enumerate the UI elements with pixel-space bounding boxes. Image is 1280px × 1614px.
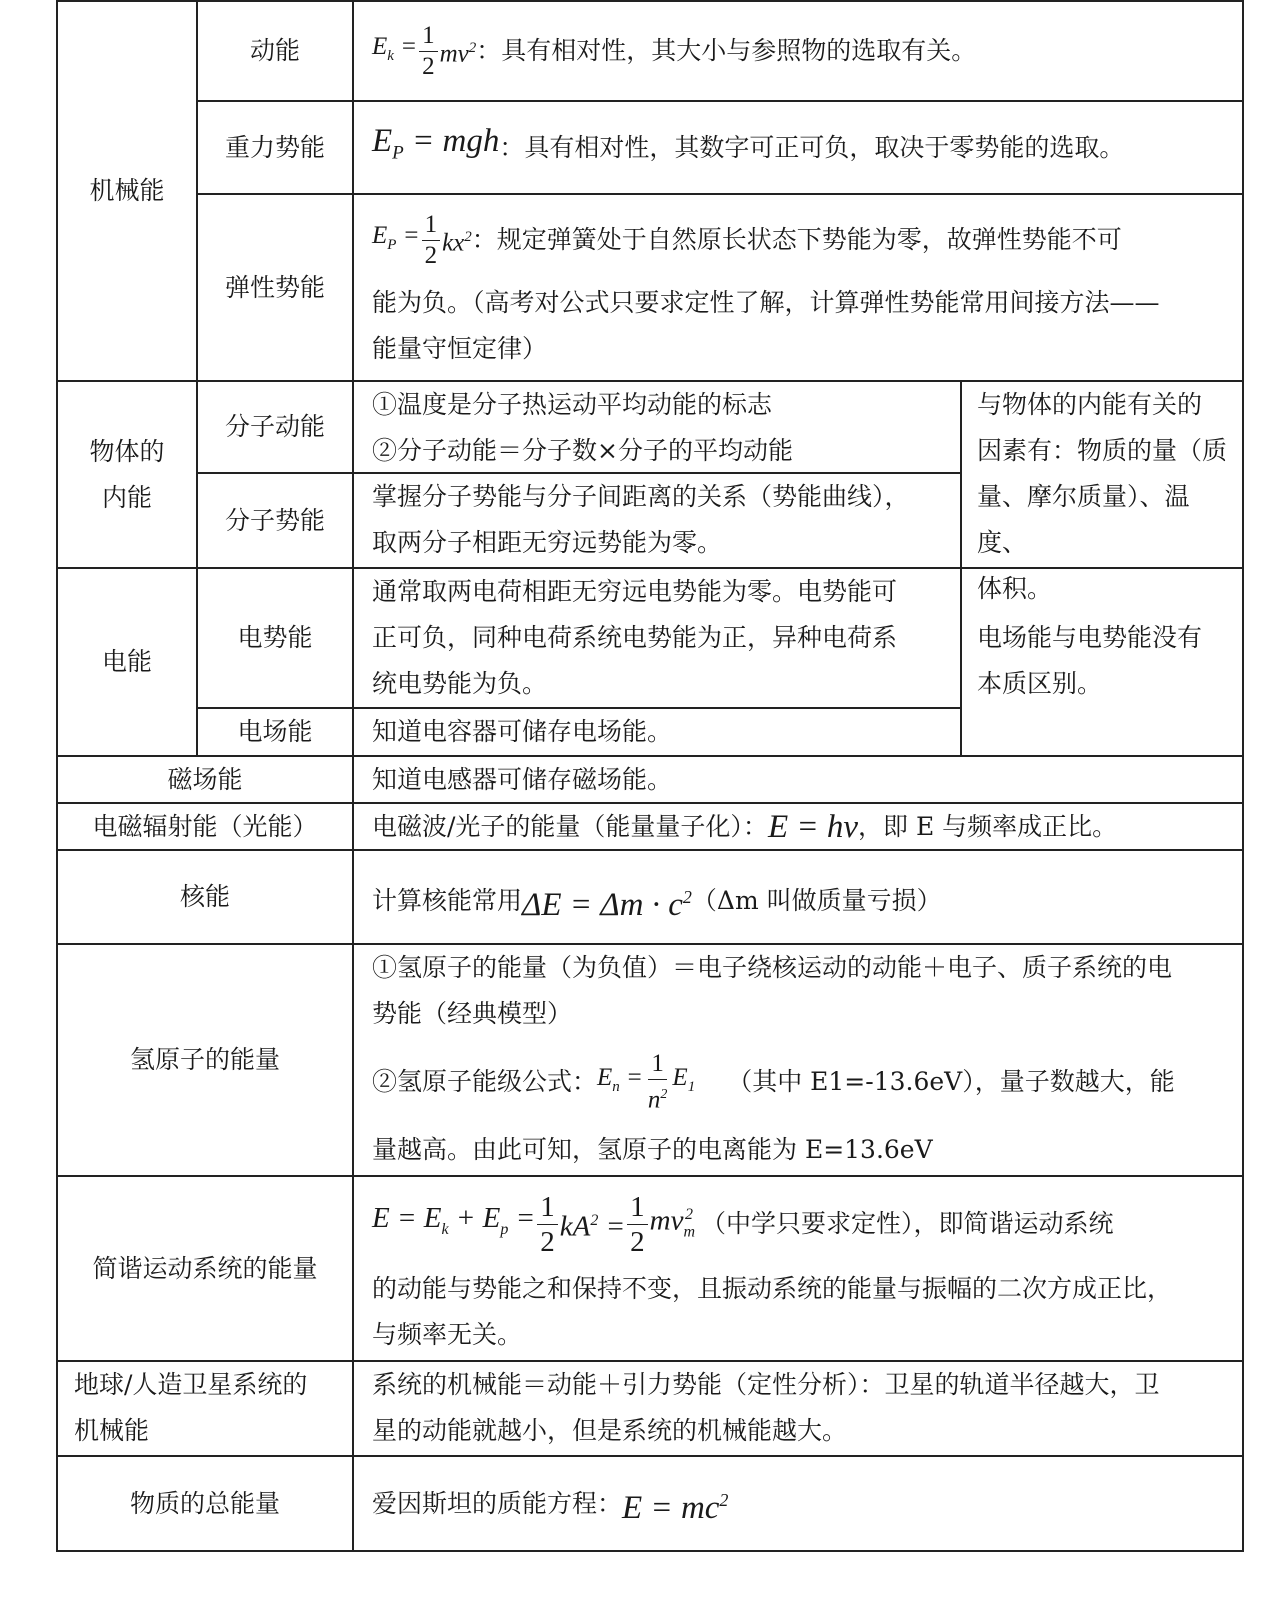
electric-category: 电能: [101, 647, 152, 676]
internal-side-line3: 量、摩尔质量）、温度、: [977, 482, 1190, 557]
satellite-name: [74, 1362, 350, 1454]
shm-formula-end: $mv_m^2$: [649, 1204, 696, 1241]
magnetic-name: 磁场能: [167, 764, 243, 794]
gravity-note: ：具有相对性，其数字可正可负，取决于零势能的选取。: [499, 132, 1125, 162]
mech-category: 机械能: [89, 176, 165, 205]
elastic-content: [372, 200, 1232, 372]
hydrogen-line3-suffix: （其中 E1=-13.6eV），量子数越大，能: [727, 1067, 1175, 1096]
elastic-line3: 能量守恒定律）: [372, 334, 548, 363]
internal-cat-line1: 物体的: [89, 436, 165, 466]
satellite-name-line1: 地球/人造卫星系统的: [74, 1370, 308, 1399]
hydrogen-formula-lhs: $E_n$ =: [597, 1063, 643, 1095]
shm-formula-note: （中学只要求定性），即简谐运动系统: [701, 1209, 1114, 1238]
shm-formula: $E = E_k + E_p$ =: [372, 1202, 536, 1238]
half-fraction: $\frac{1}{2}$: [627, 1190, 648, 1259]
kinetic-content: [372, 2, 1232, 100]
elastic-note: ：规定弹簧处于自然原长状态下势能为零，故弹性势能不可: [471, 225, 1122, 254]
half-fraction: $\frac{1}{2}$: [537, 1190, 558, 1259]
kinetic-name: 动能: [249, 36, 300, 65]
electric-field-name: 电场能: [237, 717, 313, 746]
electric-side-line2: 本质区别。: [977, 669, 1103, 698]
internal-side-line4: 体积。: [977, 574, 1053, 603]
shm-formula-mid: $kA^2$ =: [559, 1210, 626, 1243]
shm-content: [372, 1182, 1232, 1358]
molecular-kinetic-name: 分子动能: [224, 412, 325, 441]
molecular-potential-content: [372, 474, 958, 566]
kinetic-tail: $mv^2$: [439, 39, 477, 68]
internal-category: [58, 382, 196, 567]
satellite-line2: 星的动能就越小，但是系统的机械能越大。: [372, 1416, 848, 1445]
electric-potential-line1: 通常取两电荷相距无穷远电势能为零。电势能可: [372, 577, 898, 606]
internal-side-line2: 因素有：物质的量（质: [977, 436, 1228, 465]
hydrogen-name: 氢原子的能量: [129, 1045, 280, 1074]
satellite-content: [372, 1362, 1232, 1454]
electric-potential-name: 电势能: [237, 623, 313, 652]
inverse-n-squared-fraction: $\frac{1}{n^2}$: [647, 1049, 668, 1114]
gravity-content: [372, 102, 1232, 193]
molecular-kinetic-content: [372, 382, 958, 474]
elastic-name: 弹性势能: [224, 272, 325, 302]
shm-name: 简谐运动系统的能量: [92, 1253, 318, 1283]
molecular-potential-line1: 掌握分子势能与分子间距离的关系（势能曲线），: [372, 482, 910, 511]
gravity-name: 重力势能: [224, 132, 325, 162]
elastic-tail: $kx^2$: [442, 228, 472, 257]
hydrogen-formula-rhs: $E_1$: [672, 1063, 696, 1095]
electric-potential-content: [372, 569, 958, 707]
electric-potential-line3: 统电势能为负。: [372, 669, 548, 698]
nuclear-formula: $\Delta E = \Delta m \cdot c^2$: [522, 887, 692, 923]
shm-line3: 与频率无关。: [372, 1320, 523, 1349]
shm-line2: 的动能与势能之和保持不变，且振动系统的能量与振幅的二次方成正比，: [372, 1274, 1173, 1303]
radiation-prefix: 电磁波/光子的能量（能量量子化）：: [372, 811, 768, 841]
electric-side-line1: 电场能与电势能没有: [977, 623, 1203, 652]
total-content: [372, 1457, 1232, 1550]
nuclear-content: [372, 851, 1232, 951]
satellite-name-line2: 机械能: [74, 1416, 150, 1445]
electric-side-note: [977, 615, 1237, 707]
nuclear-prefix: 计算核能常用: [372, 886, 523, 915]
electric-field-content: 知道电容器可储存电场能。: [372, 717, 673, 746]
total-formula: $E = mc^2$: [622, 1489, 729, 1526]
molecular-kinetic-line2: ②分子动能＝分子数×分子的平均动能: [372, 436, 793, 465]
elastic-formula: $E_P$ =: [372, 221, 420, 253]
radiation-content: [372, 804, 1232, 849]
magnetic-content: 知道电感器可储存磁场能。: [372, 765, 673, 794]
hydrogen-line3-prefix: ②氢原子能级公式：: [372, 1067, 598, 1096]
satellite-line1: 系统的机械能＝动能＋引力势能（定性分析）：卫星的轨道半径越大，卫: [372, 1370, 1160, 1399]
nuclear-name: 核能: [179, 882, 230, 911]
hydrogen-content: [372, 945, 1232, 1173]
kinetic-formula: $E_k$ =: [372, 32, 418, 64]
elastic-line2: 能为负。（高考对公式只要求定性了解，计算弹性势能常用间接方法——: [372, 288, 1160, 317]
radiation-name: 电磁辐射能（光能）: [92, 811, 318, 841]
total-name: 物质的总能量: [129, 1488, 280, 1518]
internal-cat-line2: 内能: [101, 482, 152, 512]
radiation-suffix: ，即 E 与频率成正比。: [858, 811, 1118, 841]
total-prefix: 爱因斯坦的质能方程：: [372, 1488, 623, 1518]
kinetic-note: ：具有相对性，其大小与参照物的选取有关。: [476, 36, 977, 65]
radiation-formula: E = hν: [767, 808, 859, 845]
internal-side-line1: 与物体的内能有关的: [977, 390, 1203, 419]
molecular-potential-name: 分子势能: [224, 505, 325, 535]
gravity-formula: $E_P$ = mgh: [372, 123, 500, 164]
molecular-kinetic-line1: ①温度是分子热运动平均动能的标志: [372, 390, 773, 419]
nuclear-suffix: （Δm 叫做质量亏损）: [691, 886, 942, 915]
internal-side-note: [977, 382, 1237, 612]
molecular-potential-line2: 取两分子相距无穷远势能为零。: [372, 528, 723, 557]
hydrogen-line1: ①氢原子的能量（为负值）＝电子绕核运动的动能＋电子、质子系统的电: [372, 953, 1173, 982]
half-fraction: $\frac{1}{2}$: [419, 21, 438, 82]
half-fraction: $\frac{1}{2}$: [422, 210, 441, 271]
electric-potential-line2: 正可负，同种电荷系统电势能为正，异种电荷系: [372, 623, 898, 652]
hydrogen-line2: 势能（经典模型）: [372, 999, 573, 1028]
hydrogen-line4: 量越高。由此可知，氢原子的电离能为 E=13.6eV: [372, 1135, 933, 1164]
